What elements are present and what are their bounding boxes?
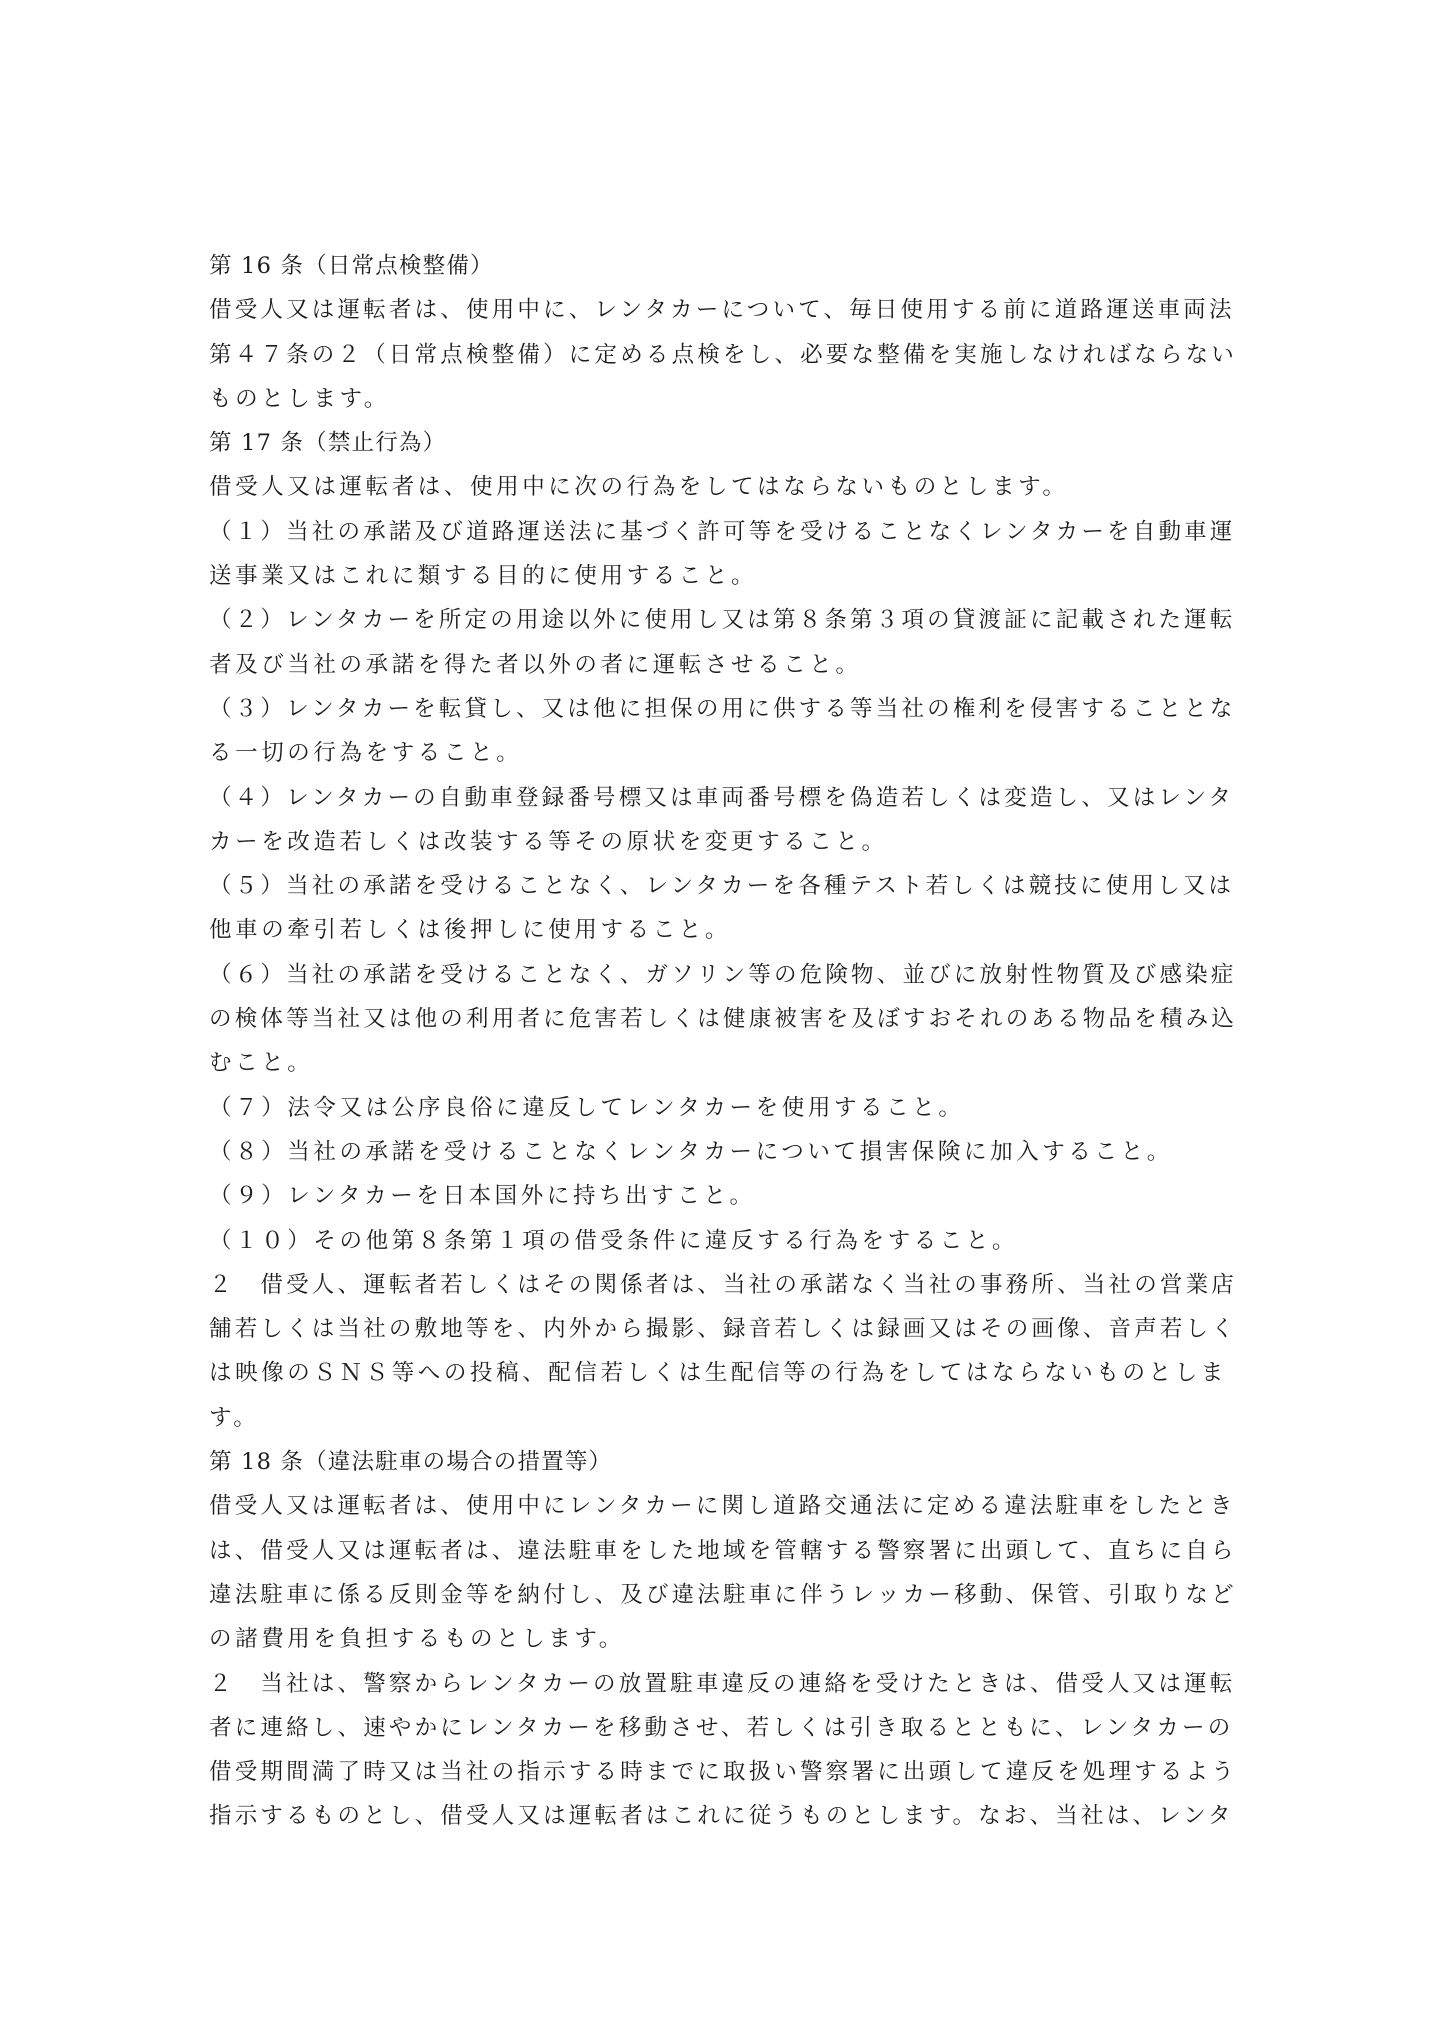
text-line: （６）当社の承諾を受けることなく、ガソリン等の危険物、並びに放射性物質及び感染症: [209, 961, 1237, 988]
text-line: 違法駐車に係る反則金等を納付し、及び違法駐車に伴うレッカー移動、保管、引取りなど: [209, 1581, 1237, 1608]
text-line: 者及び当社の承諾を得た者以外の者に運転させること。: [209, 651, 862, 678]
article-heading: 第 16 条（日常点検整備）: [209, 253, 494, 279]
article-heading: 第 18 条（違法駐車の場合の措置等）: [209, 1449, 613, 1476]
text-line: の諸費用を負担するものとします。: [209, 1626, 625, 1653]
text-line: の検体等当社又は他の利用者に危害若しくは健康被害を及ぼすおそれのある物品を積み込: [209, 1006, 1238, 1033]
text-line: （５）当社の承諾を受けることなく、レンタカーを各種テスト若しくは競技に使用し又は: [209, 873, 1235, 900]
article-heading: 第 17 条（禁止行為）: [209, 430, 447, 457]
text-line: 指示するものとし、借受人又は運転者はこれに従うものとします。なお、当社は、レンタ: [209, 1803, 1234, 1830]
text-line: 他車の牽引若しくは後押しに使用すること。: [209, 917, 732, 944]
text-line: 舗若しくは当社の敷地等を、内外から撮影、録音若しくは録画又はその画像、音声若しく: [209, 1316, 1238, 1343]
text-line: （３）レンタカーを転貸し、又は他に担保の用に供する等当社の権利を侵害することとな: [209, 695, 1236, 722]
text-line: 借受人又は運転者は、使用中に、レンタカーについて、毎日使用する前に道路運送車両法: [209, 297, 1235, 324]
text-line: 借受人又は運転者は、使用中にレンタカーに関し道路交通法に定める違法駐車をしたとき: [209, 1493, 1236, 1520]
text-line: は映像のＳＮＳ等への投稿、配信若しくは生配信等の行為をしてはならないものとしま: [209, 1360, 1227, 1387]
text-line: ２ 当社は、警察からレンタカーの放置駐車違反の連絡を受けたときは、借受人又は運転: [209, 1670, 1236, 1697]
text-line: ２ 借受人、運転者若しくはその関係者は、当社の承諾なく当社の事務所、当社の営業店: [209, 1271, 1238, 1298]
text-line: （８）当社の承諾を受けることなくレンタカーについて損害保険に加入すること。: [209, 1138, 1173, 1165]
text-line: （９）レンタカーを日本国外に持ち出すこと。: [209, 1183, 756, 1210]
text-line: カーを改造若しくは改装する等その原状を変更すること。: [209, 828, 888, 855]
text-line: （１）当社の承諾及び道路運送法に基づく許可等を受けることなくレンタカーを自動車運: [209, 518, 1236, 545]
text-line: （７）法令又は公序良俗に違反してレンタカーを使用すること。: [209, 1094, 965, 1121]
text-line: （１０）その他第８条第１項の借受条件に違反する行為をすること。: [209, 1227, 1019, 1254]
text-line: 借受人又は運転者は、使用中に次の行為をしてはならないものとします。: [209, 474, 1069, 501]
text-line: 者に連絡し、速やかにレンタカーを移動させ、若しくは引き取るとともに、レンタカーの: [209, 1714, 1234, 1741]
text-line: むこと。: [209, 1050, 314, 1077]
text-line: 第４７条の２（日常点検整備）に定める点検をし、必要な整備を実施しなければならない: [209, 341, 1238, 368]
document-body: [209, 244, 1239, 1839]
text-line: （２）レンタカーを所定の用途以外に使用し又は第８条第３項の貸渡証に記載された運転: [209, 607, 1236, 634]
text-line: 送事業又はこれに類する目的に使用すること。: [209, 563, 758, 590]
text-line: る一切の行為をすること。: [209, 740, 523, 767]
text-line: は、借受人又は運転者は、違法駐車をした地域を管轄する警察署に出頭して、直ちに自ら: [209, 1537, 1237, 1564]
text-line: 借受期間満了時又は当社の指示する時までに取扱い警察署に出頭して違反を処理するよう: [209, 1759, 1238, 1786]
text-line: （４）レンタカーの自動車登録番号標又は車両番号標を偽造若しくは変造し、又はレンタ: [209, 784, 1235, 811]
text-line: ものとします。: [209, 385, 390, 412]
text-line: す。: [209, 1404, 260, 1431]
